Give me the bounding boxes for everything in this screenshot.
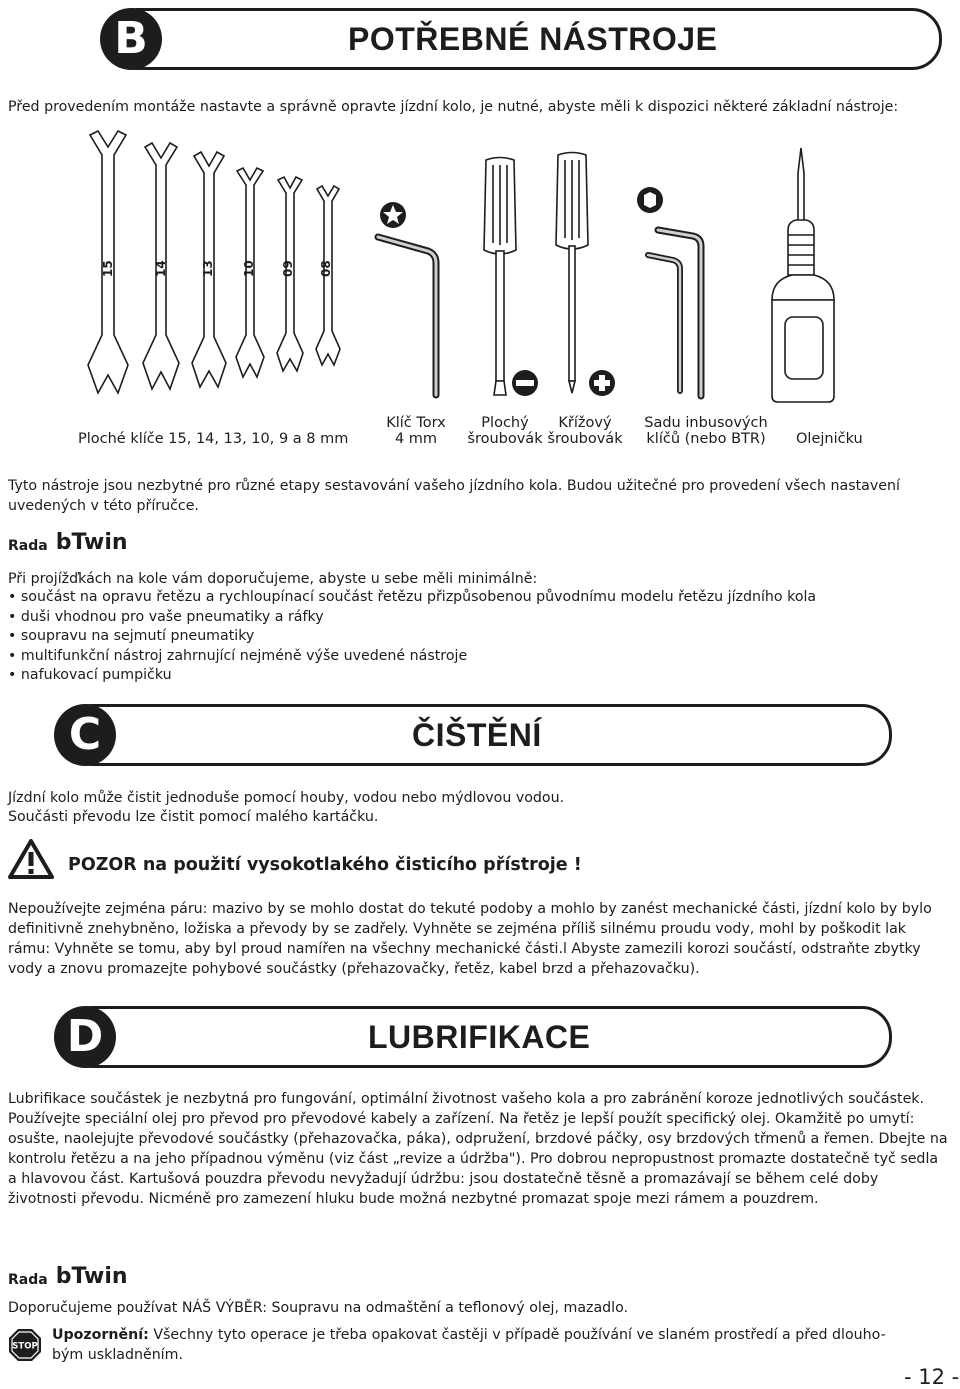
label-cross-screwdriver (546, 415, 624, 447)
wrench-size-15: 15 (101, 260, 115, 277)
list-item: • multifunkční nástroj zahrnující nejméně výše uvedené nástroje (8, 647, 948, 667)
warning-title: POZOR na použití vysokotlakého čisticího přístroje ! (68, 855, 582, 875)
hex-key-set (648, 230, 701, 396)
hex-key-icon (637, 187, 663, 213)
stop-icon (8, 1328, 42, 1362)
btwin-logo: bTwin (55, 1264, 128, 1289)
advice-list (8, 588, 948, 686)
list-item: • duši vhodnou pro vaše pneumatiky a ráfky (8, 608, 948, 628)
advice-lead: Při projížďkách na kole vám doporučujeme, abyste u sebe měli minimálně: (8, 571, 538, 587)
label-hex-line1: Sadu inbusových (644, 415, 768, 431)
list-item: • soupravu na sejmutí pneumatiky (8, 627, 948, 647)
warning-text: Nepoužívejte zejména páru: mazivo by se mohlo dostat do tekuté podoby a mohlo by zanést mechanické části, jízdní kolo by bylo definitivně znehybněno, ložiska a převody by se zadřely. Vyhněte se zejména příliš silnému proudu vody, mohl by poškodit lak rámu: Vyhněte se tomu, aby byl proud namířen na všechny mechanické části.l Abyste zamezili korozi součástí, odstraňte zbytky vody a znovu promazejte pohybové součástky (přehazovačky, řetěz, kabel brzd a přehazovačku). (8, 901, 932, 977)
advice-heading-2 (8, 1266, 128, 1288)
label-torx-line1: Klíč Torx (386, 415, 446, 431)
torx-key (378, 237, 436, 395)
label-oil-can: Olejničku (796, 431, 863, 447)
tools-illustration (60, 125, 890, 405)
section-d-badge: D (54, 1006, 116, 1068)
tools-intro: Před provedením montáže nastavte a správně opravte jízdní kolo, je nutné, abyste měli k dispozici některé základní nástroje: (8, 99, 899, 115)
advice-label: Rada (8, 538, 48, 554)
stop-icon-label: STOP (12, 1341, 38, 1352)
advice-label: Rada (8, 1272, 48, 1288)
wrench-size-labels (101, 260, 333, 277)
wrench-size-08: 08 (319, 260, 333, 277)
tools-note: Tyto nástroje jsou nezbytné pro různé etapy sestavování vašeho jízdního kola. Budou užitečné pro provedení všech nastavení uvedených v této příručce. (8, 478, 900, 514)
section-c-title: ČIŠTĚNÍ (412, 717, 542, 753)
lubrication-text: Lubrifikace součástek je nezbytná pro fungování, optimální životnost vašeho kola a pro zabránění koroze jednotlivých součástek. Používejte speciální olej pro převod pro převodové kabely a zařízení. Na řetěz je lepší použít specifický olej. Okamžitě po umytí: osušte, naolejujte převodové součástky (přehazovačka, páka), odpružení, brzdové páčky, osy brzdových třmenů a řemen. Dbejte na kontrolu řetězu a na jeho případnou výměnu (viz část „revize a údržba"). Pro dobrou nepropustnost promazte dostatečně tyč sedla a hlavovou část. Kartušová pouzdra převodu nevyžadují údržbu: jsou dostatečně těsně a promazávají se během celé doby životnosti převodu. Nicméně pro zamezení hluku bude možná nezbytné promazat spoje mezi rámem a pouzdrem. (8, 1091, 948, 1207)
oil-can (772, 148, 834, 402)
notice-label: Upozornění: (52, 1327, 149, 1343)
label-flat-screwdriver (466, 415, 544, 447)
wrench-size-13: 13 (201, 260, 215, 277)
label-flat-line1: Plochý (481, 415, 529, 431)
list-item: • součást na opravu řetězu a rychloupínací součást řetězu přizpůsobenou původnímu modelu řetězu jízdního kola (8, 588, 948, 608)
label-torx-line2: 4 mm (394, 431, 438, 447)
label-cross-line1: Křížový (558, 415, 612, 431)
btwin-logo: bTwin (55, 530, 128, 555)
label-wrenches: Ploché klíče 15, 14, 13, 10, 9 a 8 mm (78, 431, 349, 447)
section-b-title: POTŘEBNÉ NÁSTROJE (348, 21, 718, 57)
cross-screwdriver (556, 153, 588, 394)
torx-icon (380, 202, 406, 228)
flat-screwdriver-icon (512, 370, 538, 396)
cleaning-text-1: Jízdní kolo může čistit jednoduše pomocí houby, vodou nebo mýdlovou vodou. (8, 790, 565, 806)
label-hex-keys (640, 415, 772, 447)
cross-screwdriver-icon (589, 370, 615, 396)
advice-heading-1 (8, 532, 128, 554)
notice-text-2: bým uskladněním. (52, 1347, 183, 1363)
label-flat-line2: šroubovák (467, 431, 543, 447)
advice-recommendation: Doporučujeme používat NÁŠ VÝBĚR: Soupravu na odmaštění a teflonový olej, mazadlo. (8, 1300, 629, 1316)
notice-text-1: Všechny tyto operace je třeba opakovat častěji v případě používání ve slaném prostředí a před dlouho- (153, 1327, 886, 1343)
label-torx (384, 415, 448, 447)
flat-screwdriver (484, 158, 516, 396)
section-b-badge: B (100, 8, 162, 70)
section-d-title: LUBRIFIKACE (368, 1019, 591, 1055)
cleaning-text-2: Součásti převodu lze čistit pomocí malého kartáčku. (8, 809, 379, 825)
label-hex-line2: klíčů (nebo BTR) (646, 431, 766, 447)
notice (52, 1325, 952, 1365)
notice-line-1 (52, 1325, 952, 1345)
section-c-badge: C (54, 704, 116, 766)
page-number: - 12 - (904, 1365, 960, 1389)
wrench-size-14: 14 (154, 260, 168, 277)
warning-icon (8, 838, 54, 880)
wrench-size-10: 10 (242, 260, 256, 277)
wrench-size-09: 09 (281, 260, 295, 277)
label-cross-line2: šroubovák (547, 431, 623, 447)
list-item: • nafukovací pumpičku (8, 666, 948, 686)
